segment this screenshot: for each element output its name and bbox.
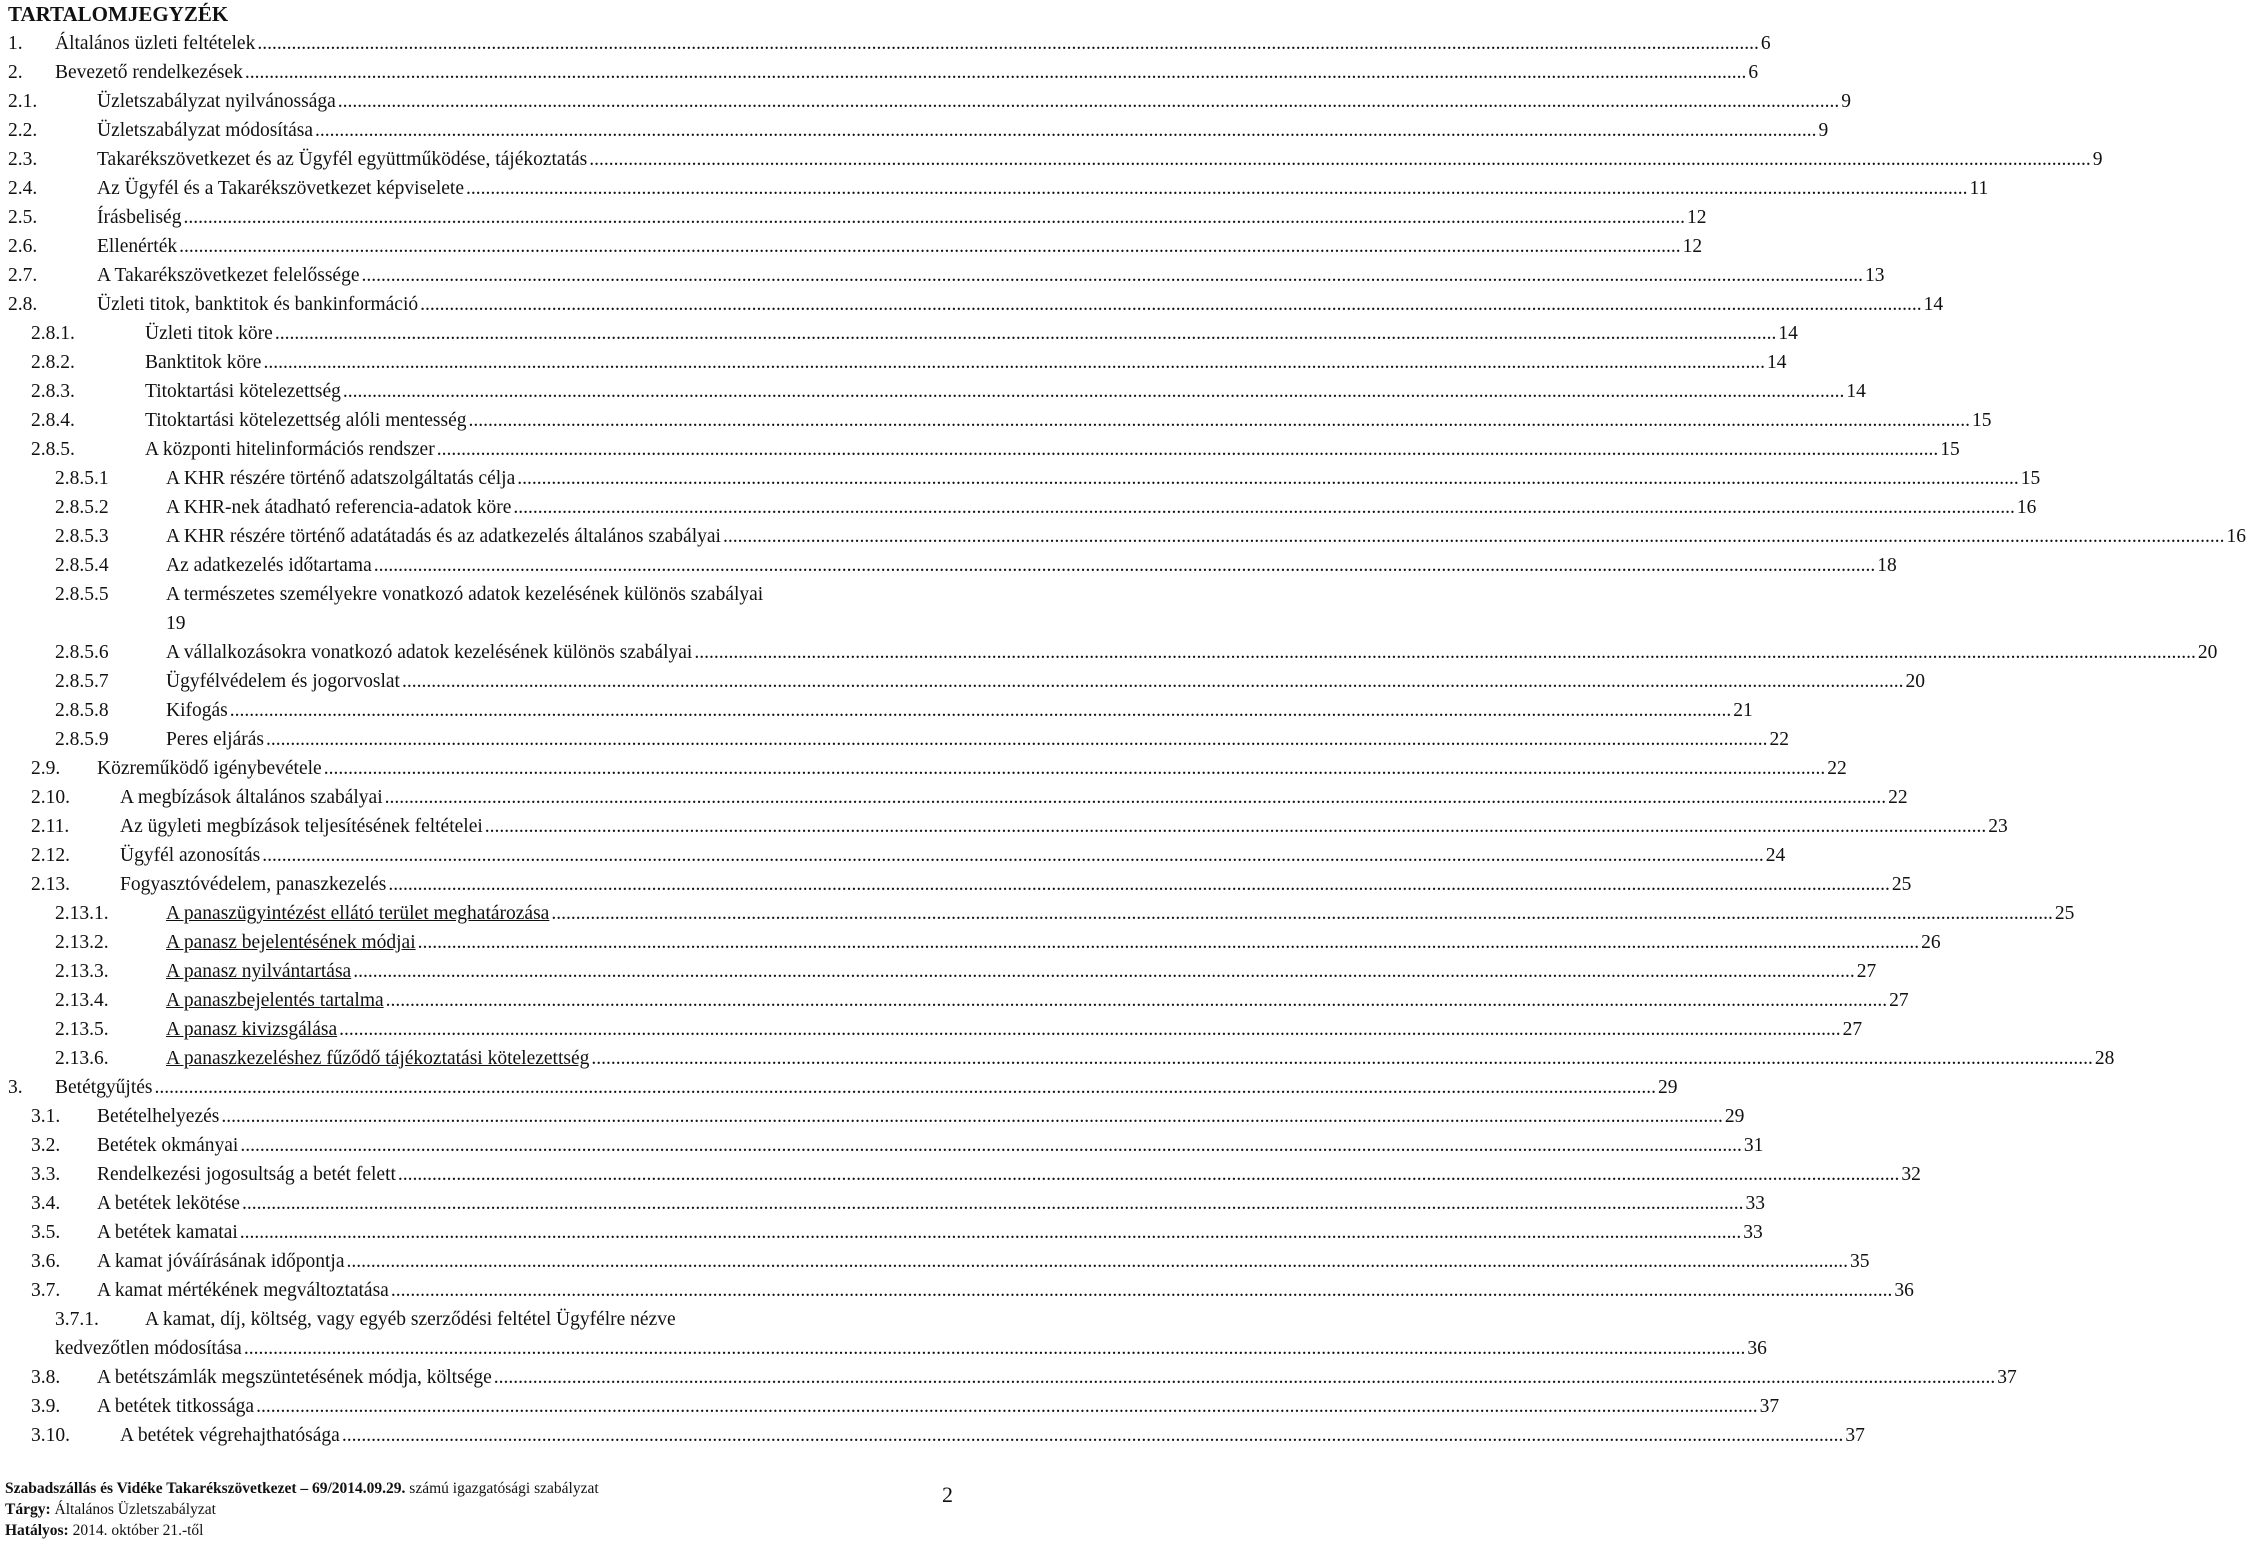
toc-entry[interactable] (0, 928, 1941, 957)
toc-entry-page: 15 (1940, 439, 1960, 460)
toc-entry-title: A KHR részére történő adatátadás és az adatkezelés általános szabályai (166, 526, 721, 547)
toc-entry[interactable] (0, 464, 2041, 493)
toc-entry-number: 2.9. (31, 758, 61, 779)
toc-entry[interactable] (0, 87, 1852, 116)
dot-leader: .................................................................................................................................................................................................................................................................................................................... (229, 700, 1732, 721)
toc-entry-page: 9 (2092, 149, 2103, 170)
toc-entry-number: 3.5. (31, 1222, 61, 1243)
dot-leader: .................................................................................................................................................................................................................................................................................................................... (397, 1164, 1900, 1185)
toc-entry-number: 2.6. (8, 236, 38, 257)
toc-entry-number: 2.8.2. (31, 352, 75, 373)
toc-entry-number: 2.8.5.2 (55, 497, 109, 518)
toc-entry-number: 3.4. (31, 1193, 61, 1214)
toc-entry-title: A betétek kamatai (97, 1222, 238, 1243)
toc-entry-title: A vállalkozásokra vonatkozó adatok kezelésének különös szabályai (166, 642, 693, 663)
toc-entry-title: A KHR-nek átadható referencia-adatok köre (166, 497, 512, 518)
toc-entry-title: A betétek titkossága (97, 1396, 255, 1417)
dot-leader: .................................................................................................................................................................................................................................................................................................................... (513, 497, 2015, 518)
toc-entry[interactable] (0, 319, 1798, 348)
toc-entry-number: 3.6. (31, 1251, 61, 1272)
toc-entry-number: 2.8. (8, 294, 38, 315)
toc-entry[interactable] (0, 1015, 1863, 1044)
toc-entry-page: 6 (1748, 62, 1759, 83)
toc-entry-title: A panasz nyilvántartása (166, 961, 352, 982)
toc-entry[interactable] (0, 609, 960, 638)
dot-leader: .................................................................................................................................................................................................................................................................................................................... (337, 91, 1840, 112)
toc-entry-title: A kamat mértékének megváltoztatása (97, 1280, 389, 1301)
footer-line-institution: Szabadszállás és Vidéke Takarékszövetkezet – 69/2014.09.29. számú igazgatósági szabályzat (5, 1480, 599, 1497)
toc-entry-page: 27 (1889, 990, 1909, 1011)
toc-entry-number: 1. (8, 33, 23, 54)
dot-leader: .................................................................................................................................................................................................................................................................................................................... (465, 178, 1968, 199)
dot-leader: .................................................................................................................................................................................................................................................................................................................... (551, 903, 2053, 924)
toc-entry[interactable] (0, 435, 1960, 464)
toc-entry-page: 12 (1686, 207, 1707, 228)
toc-entry-title: Bevezető rendelkezések (55, 62, 243, 83)
footer-line-effective: Hatályos: 2014. október 21.-től (5, 1522, 204, 1539)
dot-leader: .................................................................................................................................................................................................................................................................................................................... (385, 990, 1888, 1011)
dot-leader: .................................................................................................................................................................................................................................................................................................................... (154, 1077, 1656, 1098)
toc-entry[interactable] (0, 667, 1925, 696)
toc-entry[interactable] (0, 1218, 1763, 1247)
dot-leader: .................................................................................................................................................................................................................................................................................................................... (183, 207, 1685, 228)
toc-entry-number: 3.9. (31, 1396, 61, 1417)
toc-entry[interactable] (0, 348, 1787, 377)
toc-entry-title: A panaszbejelentés tartalma (166, 990, 384, 1011)
toc-entry-title: Üzleti titok köre (145, 323, 273, 344)
toc-entry-title: Az adatkezelés időtartama (166, 555, 372, 576)
toc-entry[interactable] (0, 1102, 1745, 1131)
toc-entry-number: 2.8.5.6 (55, 642, 109, 663)
toc-entry-number: 2.13.3. (55, 961, 109, 982)
toc-entry-page: 25 (2054, 903, 2075, 924)
toc-entry-title: Titoktartási kötelezettség (145, 381, 341, 402)
dot-leader: .................................................................................................................................................................................................................................................................................................................... (417, 932, 1920, 953)
dot-leader: .................................................................................................................................................................................................................................................................................................................... (384, 787, 1887, 808)
toc-entry[interactable] (0, 696, 1753, 725)
dot-leader: .................................................................................................................................................................................................................................................................................................................... (256, 1396, 1758, 1417)
toc-entry-title: Írásbeliség (97, 207, 182, 228)
toc-entry-page: 12 (1682, 236, 1703, 257)
toc-entry-page: 11 (1969, 178, 1989, 199)
toc-entry[interactable] (0, 957, 1877, 986)
toc-entry-page: 26 (1921, 932, 1941, 953)
toc-entry-title: Betételhelyezés (97, 1106, 220, 1127)
toc-entry-title: A panaszkezeléshez fűződő tájékoztatási kötelezettség (166, 1048, 590, 1069)
toc-entry-page: 27 (1842, 1019, 1863, 1040)
toc-entry[interactable] (0, 377, 1866, 406)
toc-entry-page: 37 (1845, 1425, 1865, 1446)
toc-entry-page: 16 (2016, 497, 2037, 518)
dot-leader: .................................................................................................................................................................................................................................................................................................................... (361, 265, 1863, 286)
dot-leader: .................................................................................................................................................................................................................................................................................................................... (390, 1280, 1893, 1301)
toc-entry-number: 2. (8, 62, 23, 83)
toc-entry-page: 32 (1901, 1164, 1921, 1185)
toc-entry[interactable] (0, 1363, 2017, 1392)
toc-entry-number: 2.12. (31, 845, 70, 866)
dot-leader: .................................................................................................................................................................................................................................................................................................................... (353, 961, 1855, 982)
toc-entry-page: 24 (1765, 845, 1786, 866)
dot-leader: .................................................................................................................................................................................................................................................................................................................... (266, 729, 1768, 750)
toc-entry-title: A betétek végrehajthatósága (120, 1425, 340, 1446)
toc-entry[interactable] (0, 1305, 960, 1334)
toc-entry[interactable] (0, 203, 1707, 232)
toc-entry-number: 2.13.5. (55, 1019, 109, 1040)
dot-leader: .................................................................................................................................................................................................................................................................................................................... (722, 526, 2225, 547)
toc-entry[interactable] (0, 58, 1759, 87)
toc-entry-number: 2.3. (8, 149, 38, 170)
toc-entry[interactable] (0, 783, 1908, 812)
dot-leader: .................................................................................................................................................................................................................................................................................................................... (388, 874, 1890, 895)
dot-leader: .................................................................................................................................................................................................................................................................................................................... (323, 758, 1826, 779)
toc-entry-page: 18 (1877, 555, 1897, 576)
toc-entry-page: 20 (1905, 671, 1925, 692)
toc-entry-page: 9 (1818, 120, 1829, 141)
toc-entry-number: 2.4. (8, 178, 38, 199)
toc-entry[interactable] (0, 1247, 1870, 1276)
toc-entry-number: 2.8.5.4 (55, 555, 109, 576)
dot-leader: .................................................................................................................................................................................................................................................................................................................... (694, 642, 2196, 663)
toc-entry-number: 3.2. (31, 1135, 61, 1156)
toc-entry-number: 2.5. (8, 207, 38, 228)
dot-leader: .................................................................................................................................................................................................................................................................................................................... (436, 439, 1939, 460)
toc-entry[interactable] (0, 522, 2246, 551)
toc-entry[interactable] (0, 261, 1885, 290)
toc-entry-number: 2.8.5.9 (55, 729, 109, 750)
toc-entry-page: 29 (1724, 1106, 1745, 1127)
toc-entry[interactable] (0, 725, 1789, 754)
toc-entry-number: 2.11. (31, 816, 70, 837)
toc-entry-title: Üzleti titok, banktitok és bankinformáció (97, 294, 419, 315)
toc-entry-title: Ügyfél azonosítás (120, 845, 261, 866)
toc-entry-number: 3.10. (31, 1425, 70, 1446)
toc-entry[interactable] (0, 406, 1992, 435)
dot-leader: .................................................................................................................................................................................................................................................................................................................... (373, 555, 1876, 576)
dot-leader: .................................................................................................................................................................................................................................................................................................................... (342, 381, 1845, 402)
toc-entry-number: 2.8.5.1 (55, 468, 109, 489)
toc-entry-title: Ügyfélvédelem és jogorvoslat (166, 671, 400, 692)
toc-entry-title: Kifogás (166, 700, 228, 721)
toc-entry-title: A Takarékszövetkezet felelőssége (97, 265, 360, 286)
toc-entry-number: 2.1. (8, 91, 38, 112)
toc-entry-title: Takarékszövetkezet és az Ügyfél együttműködése, tájékoztatás (97, 149, 588, 170)
toc-entry-page: 22 (1888, 787, 1908, 808)
toc-entry-page: 14 (1766, 352, 1787, 373)
dot-leader: .................................................................................................................................................................................................................................................................................................................... (589, 149, 2091, 170)
toc-entry-title: A betétszámlák megszüntetésének módja, költsége (97, 1367, 492, 1388)
dot-leader: .................................................................................................................................................................................................................................................................................................................... (468, 410, 1971, 431)
toc-entry-number: 2.8.5.5 (55, 584, 109, 605)
toc-entry-page: 6 (1760, 33, 1771, 54)
toc-entry-page: 33 (1743, 1222, 1763, 1243)
toc-entry-number: 3.1. (31, 1106, 61, 1127)
dot-leader: .................................................................................................................................................................................................................................................................................................................... (240, 1135, 1742, 1156)
toc-entry-title: Titoktartási kötelezettség alóli mentesség (145, 410, 467, 431)
toc-entry-title: A panaszügyintézést ellátó terület meghatározása (166, 903, 550, 924)
toc-entry-title: kedvezőtlen módosítása (55, 1338, 242, 1359)
dot-leader: .................................................................................................................................................................................................................................................................................................................... (493, 1367, 1996, 1388)
toc-entry-title: Üzletszabályzat módosítása (97, 120, 314, 141)
dot-leader: .................................................................................................................................................................................................................................................................................................................... (257, 33, 1759, 54)
toc-entry-number: 3.7.1. (55, 1309, 99, 1330)
toc-entry-number: 2.13.4. (55, 990, 109, 1011)
dot-leader: .................................................................................................................................................................................................................................................................................................................... (179, 236, 1681, 257)
page-number: 2 (942, 1482, 953, 1507)
toc-entry-number: 2.13. (31, 874, 70, 895)
toc-entry-number: 2.8.5.8 (55, 700, 109, 721)
toc-entry-number: 2.8.4. (31, 410, 75, 431)
toc-entry-page: 36 (1747, 1338, 1767, 1359)
toc-entry-title: Közreműködő igénybevétele (97, 758, 322, 779)
toc-entry-page: 25 (1891, 874, 1912, 895)
toc-entry-number: 2.10. (31, 787, 70, 808)
toc-entry-number: 2.2. (8, 120, 38, 141)
toc-entry-title: A betétek lekötése (97, 1193, 240, 1214)
toc-entry-number: 2.8.5.7 (55, 671, 109, 692)
toc-entry-page: 28 (2094, 1048, 2115, 1069)
toc-entry-title: A panasz bejelentésének módjai (166, 932, 416, 953)
toc-entry-page: 16 (2226, 526, 2246, 547)
toc-entry-page: 36 (1894, 1280, 1914, 1301)
dot-leader: .................................................................................................................................................................................................................................................................................................................... (315, 120, 1817, 141)
toc-entry-page: 37 (1997, 1367, 2017, 1388)
toc-entry-page: 14 (1846, 381, 1866, 402)
toc-entry[interactable] (0, 493, 2037, 522)
toc-entry[interactable] (0, 986, 1909, 1015)
toc-entry-number: 3.8. (31, 1367, 61, 1388)
toc-entry-title: Fogyasztóvédelem, panaszkezelés (120, 874, 387, 895)
toc-entry[interactable] (0, 812, 2008, 841)
dot-leader: .................................................................................................................................................................................................................................................................................................................... (484, 816, 1987, 837)
table-of-contents (0, 29, 2246, 1450)
toc-entry-title: A központi hitelinformációs rendszer (145, 439, 435, 460)
dot-leader: .................................................................................................................................................................................................................................................................................................................... (241, 1193, 1744, 1214)
toc-entry-number: 3.7. (31, 1280, 61, 1301)
toc-entry-page: 14 (1923, 294, 1944, 315)
toc-entry[interactable] (0, 1131, 1764, 1160)
toc-entry-number: 2.7. (8, 265, 38, 286)
toc-entry-title: Az ügyleti megbízások teljesítésének feltételei (120, 816, 483, 837)
dot-leader: .................................................................................................................................................................................................................................................................................................................... (420, 294, 1922, 315)
toc-entry-page: 15 (2020, 468, 2041, 489)
toc-entry-number: 2.8.3. (31, 381, 75, 402)
toc-entry-page: 21 (1733, 700, 1753, 721)
toc-entry[interactable] (0, 841, 1786, 870)
toc-entry-title: A természetes személyekre vonatkozó adatok kezelésének különös szabályai (166, 584, 764, 605)
toc-entry-page: 9 (1841, 91, 1852, 112)
toc-entry[interactable] (0, 1044, 2115, 1073)
toc-entry[interactable] (0, 580, 960, 609)
toc-entry-title: Rendelkezési jogosultság a betét felett (97, 1164, 396, 1185)
toc-entry[interactable] (0, 754, 1847, 783)
dot-leader: .................................................................................................................................................................................................................................................................................................................... (239, 1222, 1742, 1243)
toc-entry-page: 15 (1972, 410, 1992, 431)
toc-entry-title: Betétgyűjtés (55, 1077, 153, 1098)
toc-entry[interactable] (0, 1334, 1767, 1363)
toc-entry-title: Peres eljárás (166, 729, 264, 750)
toc-entry[interactable] (0, 174, 1989, 203)
toc-entry-number: 3. (8, 1077, 23, 1098)
toc-entry-title: Betétek okmányai (97, 1135, 239, 1156)
toc-entry[interactable] (0, 1160, 1921, 1189)
dot-leader: .................................................................................................................................................................................................................................................................................................................... (243, 1338, 1746, 1359)
dot-leader: .................................................................................................................................................................................................................................................................................................................... (263, 352, 1765, 373)
toc-entry[interactable] (0, 870, 1912, 899)
toc-entry-number: 2.13.2. (55, 932, 109, 953)
toc-entry-title: Banktitok köre (145, 352, 262, 373)
toc-entry-page: 22 (1769, 729, 1789, 750)
toc-entry-title: Ellenérték (97, 236, 178, 257)
toc-entry-page: 14 (1778, 323, 1798, 344)
dot-leader: .................................................................................................................................................................................................................................................................................................................... (221, 1106, 1723, 1127)
toc-entry[interactable] (0, 1421, 1865, 1450)
toc-entry[interactable] (0, 1392, 1780, 1421)
dot-leader: .................................................................................................................................................................................................................................................................................................................... (244, 62, 1747, 83)
toc-entry[interactable] (0, 116, 1829, 145)
toc-entry[interactable] (0, 290, 1944, 319)
toc-entry-page: 35 (1849, 1251, 1870, 1272)
toc-entry-page: 33 (1745, 1193, 1765, 1214)
toc-entry[interactable] (0, 551, 1897, 580)
toc-entry-page: 29 (1657, 1077, 1678, 1098)
toc-entry-title: A kamat, díj, költség, vagy egyéb szerződési feltétel Ügyfélre nézve (145, 1309, 676, 1330)
toc-entry-page: 27 (1856, 961, 1877, 982)
toc-entry-number: 2.8.5.3 (55, 526, 109, 547)
toc-entry-page: 23 (1988, 816, 2008, 837)
toc-entry[interactable] (0, 1189, 1765, 1218)
toc-entry-page: 31 (1743, 1135, 1764, 1156)
toc-entry[interactable] (0, 145, 2103, 174)
toc-entry[interactable] (0, 1073, 1678, 1102)
toc-title: TARTALOMJEGYZÉK (8, 2, 229, 26)
dot-leader: .................................................................................................................................................................................................................................................................................................................... (346, 1251, 1848, 1272)
dot-leader: .................................................................................................................................................................................................................................................................................................................... (339, 1019, 1841, 1040)
dot-leader: .................................................................................................................................................................................................................................................................................................................... (591, 1048, 2093, 1069)
dot-leader: .................................................................................................................................................................................................................................................................................................................... (341, 1425, 1844, 1446)
toc-entry[interactable] (0, 232, 1703, 261)
footer-line-subject: Tárgy: Általános Üzletszabályzat (5, 1501, 216, 1518)
toc-entry-page: 22 (1827, 758, 1847, 779)
toc-entry[interactable] (0, 1276, 1914, 1305)
toc-entry-number: 2.13.6. (55, 1048, 109, 1069)
toc-entry-title: A megbízások általános szabályai (120, 787, 383, 808)
toc-entry-page: 20 (2197, 642, 2218, 663)
toc-entry-number: 2.8.5. (31, 439, 75, 460)
toc-entry-page: 37 (1759, 1396, 1780, 1417)
toc-entry[interactable] (0, 638, 2218, 667)
dot-leader: .................................................................................................................................................................................................................................................................................................................... (262, 845, 1764, 866)
toc-entry-title: A KHR részére történő adatszolgáltatás célja (166, 468, 516, 489)
dot-leader: .................................................................................................................................................................................................................................................................................................................... (401, 671, 1904, 692)
dot-leader: .................................................................................................................................................................................................................................................................................................................... (517, 468, 2019, 489)
toc-entry-title: A panasz kivizsgálása (166, 1019, 338, 1040)
toc-entry-title: A kamat jóváírásának időpontja (97, 1251, 345, 1272)
toc-entry-title: 19 (166, 613, 186, 634)
dot-leader: .................................................................................................................................................................................................................................................................................................................... (274, 323, 1777, 344)
toc-entry-title: Üzletszabályzat nyilvánossága (97, 91, 336, 112)
toc-entry[interactable] (0, 29, 1771, 58)
toc-entry-page: 13 (1865, 265, 1885, 286)
toc-entry-number: 3.3. (31, 1164, 61, 1185)
toc-entry-title: Általános üzleti feltételek (55, 33, 256, 54)
toc-entry-number: 2.8.1. (31, 323, 75, 344)
toc-entry-number: 2.13.1. (55, 903, 109, 924)
toc-entry-title: Az Ügyfél és a Takarékszövetkezet képviselete (97, 178, 464, 199)
toc-entry[interactable] (0, 899, 2075, 928)
